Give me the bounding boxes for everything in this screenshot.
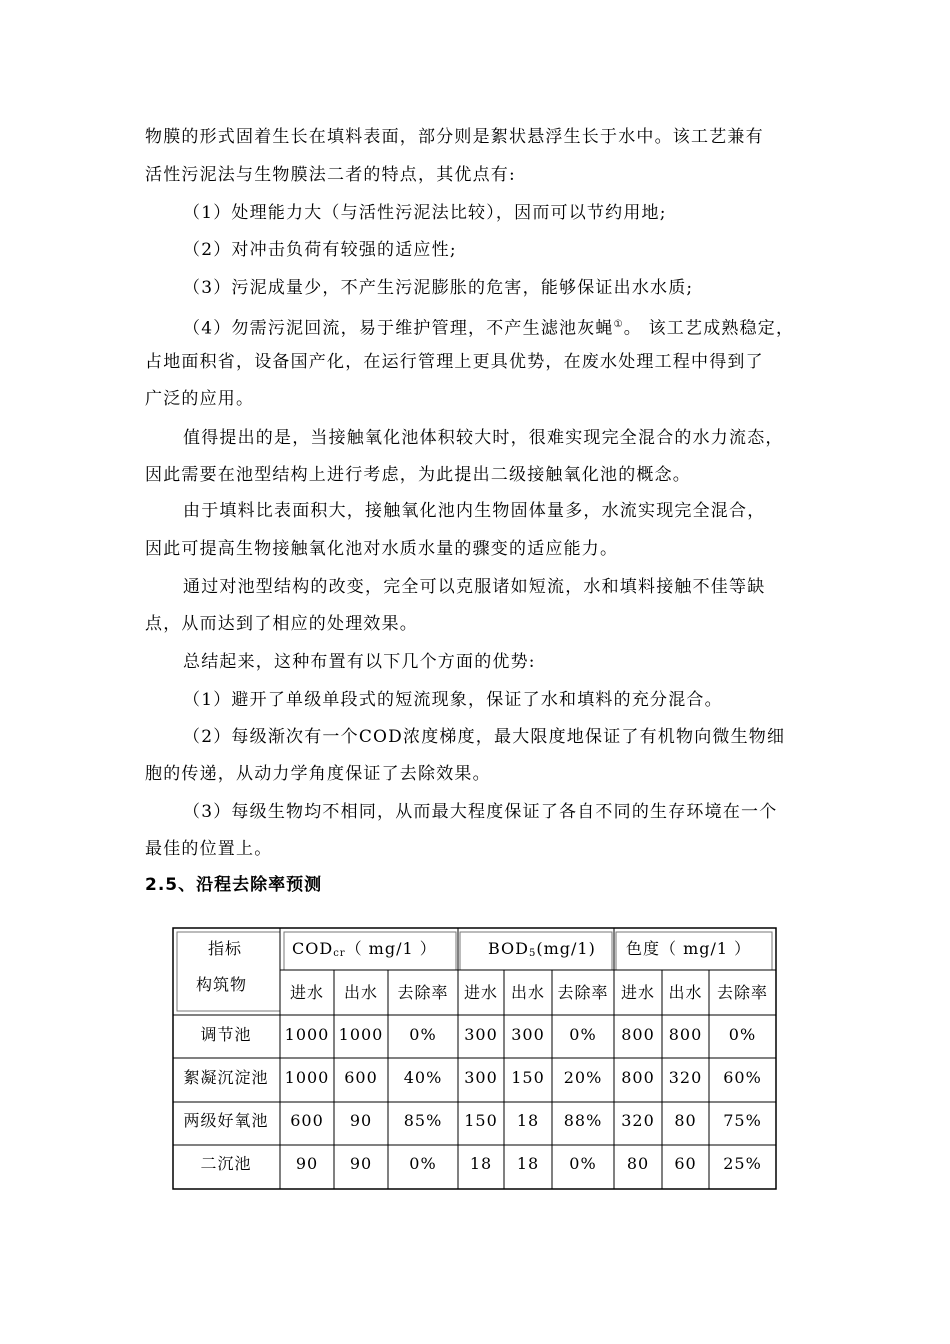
row-label: 絮凝沉淀池 [183,1068,269,1087]
table-cell: 0% [569,1154,597,1173]
text-line: （2）每级渐次有一个COD浓度梯度，最大限度地保证了有机物向微生物细 [183,727,786,747]
row-label: 两级好氧池 [183,1111,269,1130]
table-cell: 0% [409,1025,437,1044]
table-cell: 88% [563,1111,603,1130]
text-line: 因此需要在池型结构上进行考虑，为此提出二级接触氧化池的概念。 [145,465,691,485]
table-cell: 150 [511,1068,545,1087]
section-heading: 2.5、沿程去除率预测 [145,875,323,895]
table-cell: 60% [723,1068,762,1087]
table-cell: 150 [464,1111,498,1130]
table-cell: 320 [668,1068,703,1087]
table-cell: 600 [290,1111,324,1130]
text-line: （4）勿需污泥回流，易于维护管理，不产生滤池灰蝇①。 该工艺成熟稳定， [183,318,795,339]
table-cell: 600 [344,1068,378,1087]
text-line: （1）避开了单级单段式的短流现象，保证了水和填料的充分混合。 [183,690,723,710]
text-line: 因此可提高生物接触氧化池对水质水量的骤变的适应能力。 [145,539,619,559]
table-cell: 1000 [338,1025,384,1044]
table-cell: 18 [516,1111,540,1130]
table-cell: 320 [621,1111,655,1130]
text-line: （1）处理能力大（与活性污泥法比较），因而可以节约用地; [183,203,667,223]
header-color: 色度（ mg/1 ） [626,939,752,958]
table-cell: 18 [516,1154,540,1173]
table-cell: 90 [349,1111,373,1130]
text-line: （2）对冲击负荷有较强的适应性; [183,240,457,260]
subheader-cell: 出水 [510,983,545,1002]
table-cell: 18 [469,1154,493,1173]
subheader-cell: 去除率 [557,983,609,1002]
table-cell: 0% [728,1025,757,1044]
table-cell: 60 [674,1154,697,1173]
text-line: （3）每级生物均不相同，从而最大程度保证了各自不同的生存环境在一个 [183,802,778,822]
text-line: 通过对池型结构的改变，完全可以克服诸如短流，水和填料接触不佳等缺 [183,577,766,597]
table-cell: 85% [403,1111,443,1130]
text-line: 物膜的形式固着生长在填料表面，部分则是絮状悬浮生长于水中。该工艺兼有 [145,127,764,147]
table-cell: 20% [563,1068,603,1087]
table-cell: 800 [621,1068,655,1087]
subheader-cell: 出水 [668,983,703,1002]
header-bod: $BOD_5(mg/1)$ [488,939,596,959]
header-cod: $COD_{cr}$（ mg/1 ） [292,939,437,959]
table-cell: 40% [403,1068,443,1087]
table-cell: 1000 [284,1068,330,1087]
removal-rate-table [172,927,777,1190]
text-line: 点，从而达到了相应的处理效果。 [145,614,418,634]
text-line: 总结起来，这种布置有以下几个方面的优势: [183,652,536,672]
table-cell: 80 [626,1154,650,1173]
table-cell: 90 [295,1154,319,1173]
row-label: 调节池 [200,1025,252,1044]
subheader-cell: 去除率 [716,983,768,1002]
table-cell: 300 [511,1025,545,1044]
text-line: 由于填料比表面积大，接触氧化池内生物固体量多，水流实现完全混合， [183,501,766,521]
table-cell: 1000 [284,1025,330,1044]
text-line: 值得提出的是，当接触氧化池体积较大时，很难实现完全混合的水力流态， [183,428,784,448]
text-line: 胞的传递，从动力学角度保证了去除效果。 [145,764,491,784]
table-cell: 90 [349,1154,373,1173]
text-line: 占地面积省，设备国产化，在运行管理上更具优势，在废水处理工程中得到了 [145,352,764,372]
table-cell: 300 [464,1068,498,1087]
subheader-cell: 进水 [463,983,498,1002]
table-cell: 0% [569,1025,597,1044]
table-cell: 75% [723,1111,762,1130]
subheader-cell: 进水 [620,983,655,1002]
row-label: 二沉池 [200,1154,252,1173]
subheader-cell: 去除率 [397,983,449,1002]
table-corner-bottom: 构筑物 [196,975,248,994]
table-cell: 0% [409,1154,437,1173]
text-line: 活性污泥法与生物膜法二者的特点，其优点有: [145,165,516,185]
table-grid [172,927,777,1190]
text-line: （3）污泥成量少，不产生污泥膨胀的危害，能够保证出水水质; [183,278,694,298]
table-cell: 800 [668,1025,703,1044]
table-cell: 800 [621,1025,655,1044]
subheader-cell: 出水 [343,983,378,1002]
table-cell: 80 [674,1111,697,1130]
text-line: 广泛的应用。 [145,389,255,409]
table-cell: 25% [723,1154,762,1173]
table-corner-top: 指标 [208,939,243,958]
table-cell: 300 [464,1025,498,1044]
text-line: 最佳的位置上。 [145,839,273,859]
subheader-cell: 进水 [289,983,324,1002]
